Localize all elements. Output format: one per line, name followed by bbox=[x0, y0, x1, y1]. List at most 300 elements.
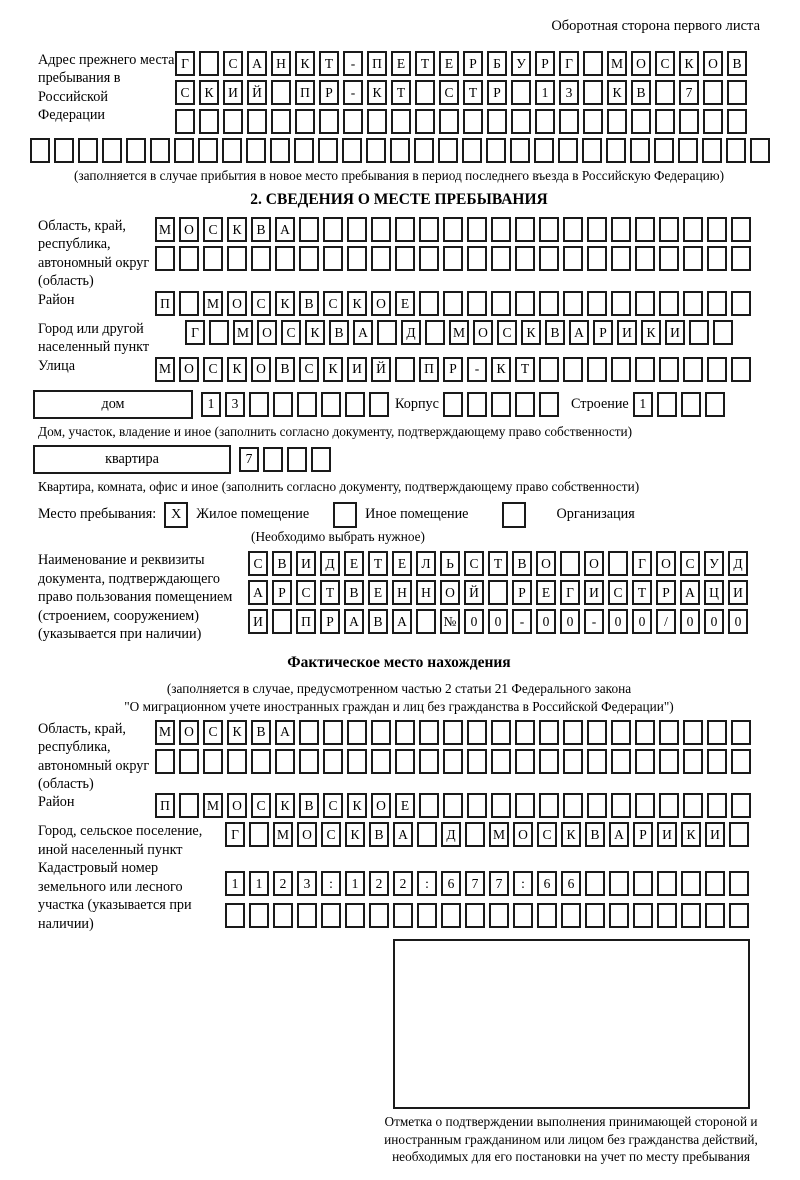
kadastr-label: Кадастровый номер земельного или лесного участка (указывается при наличии) bbox=[38, 860, 192, 932]
fact-note-1: (заполняется в случае, предусмотренном частью 2 статьи 21 Федерального закона bbox=[166, 680, 632, 696]
char-cell: П bbox=[155, 793, 175, 818]
char-cell bbox=[395, 749, 415, 774]
char-cell: Н bbox=[271, 51, 291, 76]
char-cell bbox=[515, 749, 535, 774]
char-grid-row bbox=[225, 903, 753, 928]
char-cell: Л bbox=[416, 551, 436, 576]
char-cell bbox=[563, 749, 583, 774]
char-cell: С bbox=[655, 51, 675, 76]
char-cell bbox=[342, 138, 362, 163]
char-cell bbox=[558, 138, 578, 163]
char-cell bbox=[539, 749, 559, 774]
char-cell bbox=[271, 80, 291, 105]
char-cell bbox=[299, 217, 319, 242]
char-cell: С bbox=[321, 822, 341, 847]
char-cell bbox=[587, 291, 607, 316]
char-cell bbox=[659, 217, 679, 242]
mesto-note: (Необходимо выбрать нужное) bbox=[251, 528, 425, 544]
char-cell bbox=[635, 217, 655, 242]
char-cell: Р bbox=[535, 51, 555, 76]
char-cell: Р bbox=[487, 80, 507, 105]
char-cell bbox=[726, 138, 746, 163]
fact-gorod-label: Город, сельское поселение, иной населенный пункт bbox=[38, 823, 203, 858]
char-cell: 1 bbox=[225, 871, 245, 896]
char-cell bbox=[713, 320, 733, 345]
char-cell bbox=[515, 291, 535, 316]
char-cell bbox=[563, 357, 583, 382]
char-cell bbox=[703, 80, 723, 105]
char-cell bbox=[209, 320, 229, 345]
char-cell: Т bbox=[463, 80, 483, 105]
char-cell: О bbox=[179, 357, 199, 382]
char-cell: 1 bbox=[345, 871, 365, 896]
char-cell bbox=[681, 392, 701, 417]
char-cell bbox=[227, 749, 247, 774]
char-cell bbox=[203, 749, 223, 774]
char-cell: С bbox=[251, 793, 271, 818]
char-cell: О bbox=[371, 291, 391, 316]
char-cell bbox=[419, 217, 439, 242]
char-cell: М bbox=[155, 217, 175, 242]
stamp-caption: Отметка о подтверждении выполнения принимающей стороной и иностранным гражданином или лицом без гражданства действий, необходимых для его постановки на учет по месту пребывания bbox=[384, 1114, 758, 1165]
char-cell bbox=[467, 246, 487, 271]
char-cell: 1 bbox=[249, 871, 269, 896]
char-cell: К bbox=[681, 822, 701, 847]
char-cell bbox=[443, 392, 463, 417]
char-cell bbox=[467, 793, 487, 818]
char-cell: В bbox=[299, 291, 319, 316]
char-cell: В bbox=[585, 822, 605, 847]
char-cell: К bbox=[345, 822, 365, 847]
char-cell: В bbox=[368, 609, 388, 634]
char-cell bbox=[609, 903, 629, 928]
char-cell bbox=[443, 749, 463, 774]
char-cell bbox=[731, 720, 751, 745]
char-cell bbox=[537, 903, 557, 928]
char-cell: Р bbox=[443, 357, 463, 382]
dom-row bbox=[38, 390, 760, 419]
option-zhiloe-label: Жилое помещение bbox=[196, 506, 310, 523]
char-grid-row bbox=[155, 720, 755, 745]
char-cell bbox=[630, 138, 650, 163]
char-cell bbox=[539, 793, 559, 818]
char-cell: Е bbox=[395, 793, 415, 818]
char-cell bbox=[199, 51, 219, 76]
char-cell: А bbox=[680, 580, 700, 605]
char-cell bbox=[299, 749, 319, 774]
char-cell: И bbox=[223, 80, 243, 105]
char-cell bbox=[467, 291, 487, 316]
char-cell bbox=[371, 720, 391, 745]
char-cell: М bbox=[273, 822, 293, 847]
raion-block bbox=[38, 291, 760, 320]
char-cell bbox=[249, 903, 269, 928]
checkbox-inoe bbox=[333, 502, 357, 528]
char-cell: С bbox=[281, 320, 301, 345]
option-inoe-label: Иное помещение bbox=[365, 506, 469, 523]
char-cell bbox=[727, 80, 747, 105]
char-cell bbox=[377, 320, 397, 345]
char-cell bbox=[679, 109, 699, 134]
char-cell: Р bbox=[633, 822, 653, 847]
char-cell bbox=[417, 822, 437, 847]
char-cell bbox=[491, 720, 511, 745]
char-cell bbox=[659, 793, 679, 818]
char-cell: В bbox=[512, 551, 532, 576]
char-cell bbox=[731, 246, 751, 271]
char-cell bbox=[654, 138, 674, 163]
char-cell bbox=[611, 357, 631, 382]
char-cell: 2 bbox=[393, 871, 413, 896]
char-cell bbox=[345, 392, 365, 417]
char-cell bbox=[633, 903, 653, 928]
char-cell: С bbox=[299, 357, 319, 382]
char-cell: : bbox=[321, 871, 341, 896]
char-cell bbox=[683, 291, 703, 316]
char-grid-row bbox=[248, 580, 752, 605]
char-grid-row bbox=[248, 551, 752, 576]
char-cell bbox=[225, 903, 245, 928]
char-cell bbox=[419, 720, 439, 745]
oblast-block bbox=[38, 217, 760, 291]
checkbox-zhiloe: X bbox=[164, 502, 188, 528]
char-cell: О bbox=[656, 551, 676, 576]
char-cell bbox=[223, 109, 243, 134]
char-cell: К bbox=[367, 80, 387, 105]
char-cell: Н bbox=[416, 580, 436, 605]
char-cell: № bbox=[440, 609, 460, 634]
char-cell bbox=[707, 291, 727, 316]
char-cell bbox=[222, 138, 242, 163]
char-cell: О bbox=[584, 551, 604, 576]
char-cell: К bbox=[227, 720, 247, 745]
char-cell: Т bbox=[368, 551, 388, 576]
char-cell bbox=[659, 720, 679, 745]
char-cell bbox=[175, 109, 195, 134]
char-cell: Е bbox=[439, 51, 459, 76]
char-cell: Е bbox=[395, 291, 415, 316]
char-cell bbox=[511, 80, 531, 105]
char-grid-row bbox=[175, 51, 751, 76]
char-cell: Ц bbox=[704, 580, 724, 605]
char-cell bbox=[563, 793, 583, 818]
char-cell: М bbox=[489, 822, 509, 847]
raion-label: Район bbox=[38, 291, 75, 308]
char-cell bbox=[583, 80, 603, 105]
char-cell: О bbox=[631, 51, 651, 76]
char-cell bbox=[438, 138, 458, 163]
prev-address-label: Адрес прежнего места пребывания в Российской Федерации bbox=[38, 52, 175, 124]
char-cell bbox=[273, 903, 293, 928]
char-cell bbox=[441, 903, 461, 928]
char-cell bbox=[587, 793, 607, 818]
char-cell: С bbox=[223, 51, 243, 76]
char-cell: Ь bbox=[440, 551, 460, 576]
char-cell bbox=[563, 217, 583, 242]
char-cell: О bbox=[536, 551, 556, 576]
char-cell bbox=[707, 793, 727, 818]
char-cell bbox=[174, 138, 194, 163]
char-cell: / bbox=[656, 609, 676, 634]
char-cell bbox=[78, 138, 98, 163]
char-cell: А bbox=[353, 320, 373, 345]
char-cell bbox=[729, 822, 749, 847]
char-cell bbox=[443, 793, 463, 818]
char-cell bbox=[347, 749, 367, 774]
char-cell: Н bbox=[392, 580, 412, 605]
char-cell bbox=[534, 138, 554, 163]
char-cell: Е bbox=[391, 51, 411, 76]
char-cell bbox=[487, 109, 507, 134]
char-cell bbox=[491, 793, 511, 818]
char-cell: Д bbox=[320, 551, 340, 576]
char-cell bbox=[150, 138, 170, 163]
fact-title: Фактическое место нахождения bbox=[287, 653, 511, 671]
char-cell bbox=[731, 793, 751, 818]
char-cell: О bbox=[440, 580, 460, 605]
char-cell bbox=[607, 109, 627, 134]
char-cell bbox=[515, 793, 535, 818]
char-cell bbox=[272, 609, 292, 634]
char-cell: Й bbox=[464, 580, 484, 605]
char-cell: М bbox=[449, 320, 469, 345]
char-cell: : bbox=[513, 871, 533, 896]
char-cell bbox=[419, 793, 439, 818]
char-cell bbox=[702, 138, 722, 163]
char-cell bbox=[678, 138, 698, 163]
char-cell: Й bbox=[247, 80, 267, 105]
char-cell: О bbox=[251, 357, 271, 382]
char-cell bbox=[655, 109, 675, 134]
char-cell bbox=[703, 109, 723, 134]
char-cell: И bbox=[347, 357, 367, 382]
char-cell bbox=[179, 749, 199, 774]
char-cell bbox=[54, 138, 74, 163]
char-cell: М bbox=[233, 320, 253, 345]
char-cell bbox=[393, 903, 413, 928]
char-cell: 6 bbox=[441, 871, 461, 896]
char-cell: Е bbox=[392, 551, 412, 576]
char-cell: 3 bbox=[297, 871, 317, 896]
char-cell bbox=[488, 580, 508, 605]
char-cell bbox=[419, 291, 439, 316]
char-cell: О bbox=[227, 291, 247, 316]
char-cell bbox=[126, 138, 146, 163]
char-cell: О bbox=[703, 51, 723, 76]
char-cell bbox=[563, 246, 583, 271]
char-cell: Т bbox=[415, 51, 435, 76]
char-cell bbox=[539, 246, 559, 271]
prev-address-note: (заполняется в случае прибытия в новое место пребывания в период последнего въезда в Российскую Федерацию) bbox=[73, 168, 725, 183]
char-grid-row bbox=[225, 822, 753, 847]
char-cell bbox=[657, 871, 677, 896]
section2-title: 2. СВЕДЕНИЯ О МЕСТЕ ПРЕБЫВАНИЯ bbox=[250, 190, 548, 208]
char-cell: М bbox=[155, 720, 175, 745]
char-cell bbox=[491, 392, 511, 417]
char-cell bbox=[515, 720, 535, 745]
char-cell: О bbox=[297, 822, 317, 847]
char-cell bbox=[513, 903, 533, 928]
kvartira-row bbox=[38, 445, 760, 474]
document-label: Наименование и реквизиты документа, подтверждающего право пользования помещением (строением, сооружением) (указывается при наличии) bbox=[38, 552, 233, 643]
char-cell: О bbox=[473, 320, 493, 345]
char-cell bbox=[491, 217, 511, 242]
char-cell bbox=[311, 447, 331, 472]
char-cell: И bbox=[665, 320, 685, 345]
char-cell: М bbox=[203, 291, 223, 316]
char-cell bbox=[731, 217, 751, 242]
char-cell bbox=[705, 903, 725, 928]
fact-gorod-block bbox=[38, 822, 760, 859]
char-cell: П bbox=[419, 357, 439, 382]
char-cell: Т bbox=[391, 80, 411, 105]
char-cell bbox=[489, 903, 509, 928]
char-cell bbox=[203, 246, 223, 271]
char-cell bbox=[443, 291, 463, 316]
char-cell: Д bbox=[401, 320, 421, 345]
mesto-row bbox=[38, 502, 760, 528]
checkbox-organizatsiya bbox=[502, 502, 526, 528]
char-cell: И bbox=[248, 609, 268, 634]
char-cell bbox=[321, 392, 341, 417]
char-cell bbox=[611, 291, 631, 316]
ulitsa-label: Улица bbox=[38, 357, 76, 374]
char-cell bbox=[561, 903, 581, 928]
char-cell bbox=[297, 392, 317, 417]
kvartira-note: Квартира, комната, офис и иное (заполнить согласно документу, подтверждающему право собственности) bbox=[38, 478, 640, 494]
char-cell: В bbox=[369, 822, 389, 847]
char-cell: А bbox=[392, 609, 412, 634]
char-cell bbox=[347, 246, 367, 271]
char-cell bbox=[587, 217, 607, 242]
char-cell bbox=[415, 80, 435, 105]
char-cell: Г bbox=[185, 320, 205, 345]
char-cell: 0 bbox=[680, 609, 700, 634]
char-cell bbox=[366, 138, 386, 163]
char-cell bbox=[587, 720, 607, 745]
char-grid-row bbox=[155, 793, 755, 818]
char-cell: : bbox=[417, 871, 437, 896]
char-grid-row bbox=[155, 357, 755, 382]
char-cell bbox=[491, 749, 511, 774]
char-cell: О bbox=[371, 793, 391, 818]
char-cell bbox=[369, 903, 389, 928]
char-cell bbox=[750, 138, 770, 163]
char-cell bbox=[297, 903, 317, 928]
char-cell: Р bbox=[320, 609, 340, 634]
char-cell: Г bbox=[559, 51, 579, 76]
char-cell: К bbox=[491, 357, 511, 382]
char-cell: Т bbox=[320, 580, 340, 605]
char-cell: Д bbox=[441, 822, 461, 847]
char-cell bbox=[681, 903, 701, 928]
char-cell bbox=[635, 793, 655, 818]
char-cell bbox=[683, 793, 703, 818]
char-cell: В bbox=[545, 320, 565, 345]
char-cell bbox=[611, 749, 631, 774]
char-cell bbox=[462, 138, 482, 163]
char-cell: Г bbox=[225, 822, 245, 847]
char-cell: А bbox=[248, 580, 268, 605]
char-cell: 0 bbox=[728, 609, 748, 634]
char-cell bbox=[611, 217, 631, 242]
char-cell: В bbox=[251, 217, 271, 242]
char-cell bbox=[323, 217, 343, 242]
mesto-label: Место пребывания: bbox=[38, 506, 157, 523]
char-cell: Г bbox=[175, 51, 195, 76]
char-cell: 0 bbox=[464, 609, 484, 634]
char-cell bbox=[683, 217, 703, 242]
char-cell: 6 bbox=[537, 871, 557, 896]
char-cell bbox=[707, 246, 727, 271]
char-cell: Р bbox=[463, 51, 483, 76]
char-cell bbox=[659, 246, 679, 271]
char-cell: Е bbox=[536, 580, 556, 605]
char-cell bbox=[321, 903, 341, 928]
char-cell bbox=[439, 109, 459, 134]
char-cell: К bbox=[199, 80, 219, 105]
char-cell: Р bbox=[656, 580, 676, 605]
char-cell: В bbox=[344, 580, 364, 605]
char-cell: 0 bbox=[560, 609, 580, 634]
char-cell bbox=[102, 138, 122, 163]
char-cell: 1 bbox=[535, 80, 555, 105]
char-cell bbox=[295, 109, 315, 134]
char-cell bbox=[323, 749, 343, 774]
fact-raion-block bbox=[38, 793, 760, 822]
char-cell bbox=[273, 392, 293, 417]
char-cell: С bbox=[323, 291, 343, 316]
char-cell: Т bbox=[488, 551, 508, 576]
char-cell bbox=[391, 109, 411, 134]
char-cell: К bbox=[227, 217, 247, 242]
char-cell bbox=[299, 720, 319, 745]
char-grid-row bbox=[155, 217, 755, 242]
dom-note: Дом, участок, владение и иное (заполнить согласно документу, подтверждающему право собственности) bbox=[38, 423, 633, 439]
char-cell bbox=[275, 749, 295, 774]
char-cell: О bbox=[179, 720, 199, 745]
char-cell bbox=[416, 609, 436, 634]
char-cell: Т bbox=[319, 51, 339, 76]
char-cell bbox=[515, 392, 535, 417]
char-cell bbox=[689, 320, 709, 345]
page-corner-note: Оборотная сторона первого листа bbox=[551, 18, 760, 34]
char-cell: И bbox=[296, 551, 316, 576]
korpus-cells bbox=[443, 392, 563, 417]
char-cell: К bbox=[521, 320, 541, 345]
gorod-block bbox=[38, 320, 760, 357]
char-cell: С bbox=[323, 793, 343, 818]
char-grid-row bbox=[175, 80, 751, 105]
char-cell bbox=[395, 357, 415, 382]
char-cell: С bbox=[248, 551, 268, 576]
char-cell bbox=[683, 720, 703, 745]
kadastr-block bbox=[38, 859, 760, 933]
char-cell: 7 bbox=[239, 447, 259, 472]
char-cell bbox=[371, 749, 391, 774]
dom-box: дом bbox=[33, 390, 193, 419]
char-cell: К bbox=[561, 822, 581, 847]
char-cell: Г bbox=[560, 580, 580, 605]
fact-oblast-label: Область, край, республика, автономный округ (область) bbox=[38, 720, 150, 792]
char-cell bbox=[510, 138, 530, 163]
char-cell bbox=[515, 217, 535, 242]
char-cell bbox=[705, 871, 725, 896]
char-cell: К bbox=[679, 51, 699, 76]
char-cell: А bbox=[247, 51, 267, 76]
char-cell: И bbox=[617, 320, 637, 345]
char-cell: Р bbox=[319, 80, 339, 105]
